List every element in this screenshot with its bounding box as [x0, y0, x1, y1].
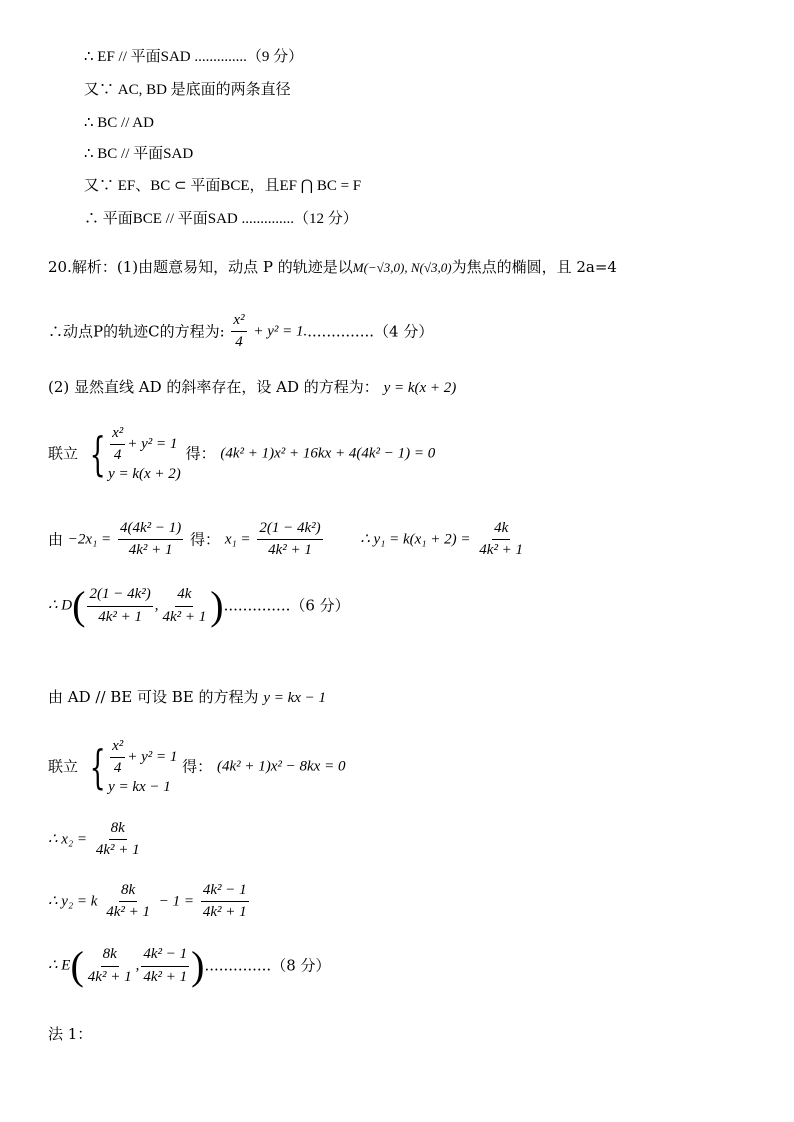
y2-line [48, 882, 251, 922]
x1b-frac-den: 4k² + 1 [268, 542, 312, 559]
ellipse-eq-prefix: ∴动点P的轨迹C的方程为: [48, 322, 225, 341]
be-line [48, 690, 326, 706]
system-2-label: 联立 [48, 757, 79, 776]
x1-lhs: −2x₁ = [67, 531, 112, 548]
method-1-label: 法 1： [48, 1025, 93, 1043]
system-2-row-2: y = kx − 1 [108, 778, 171, 795]
x1-de: 得： [190, 530, 221, 549]
point-e-num-1: 8k [101, 946, 119, 966]
left-paren-icon: ( [70, 943, 84, 988]
left-paren-icon: ( [72, 583, 86, 628]
y2r-frac-num: 4k² − 1 [201, 882, 249, 902]
x1b-frac [257, 520, 322, 560]
system-1-rows [108, 425, 181, 483]
proof-line-6: ∴ 平面BCE // 平面SAD ..............（12 分） [84, 211, 358, 227]
ellipse-equation [48, 312, 433, 352]
x2-frac-num: 8k [109, 820, 127, 840]
x1-frac-den: 4k² + 1 [128, 542, 173, 559]
part2-text: (2) 显然直线 AD 的斜率存在，设 AD 的方程为： [48, 378, 379, 396]
system-1-frac-den: 4 [113, 447, 122, 464]
system-1 [48, 425, 435, 483]
y2-lhs: ∴ y₂ = k [48, 893, 98, 910]
system-1-frac [110, 425, 125, 465]
ellipse-eq-rest: + y² = 1. [253, 323, 308, 340]
x2-line [48, 820, 144, 860]
proof-line-4: ∴ BC // 平面SAD [84, 146, 194, 162]
system-2-frac-num: x² [110, 738, 125, 758]
y2-mid: − 1 = [158, 893, 195, 910]
y2-frac-den: 4k² + 1 [106, 904, 151, 921]
point-d-den-1: 4k² + 1 [98, 608, 142, 625]
y2r-frac [201, 882, 249, 922]
system-2-brace-group [83, 738, 178, 796]
part2-line [48, 380, 456, 396]
y1-frac-den: 4k² + 1 [479, 542, 524, 559]
point-d-num-1: 2(1 − 4k²) [87, 586, 152, 606]
brace-icon: { [89, 427, 106, 482]
system-1-brace-group [83, 425, 181, 483]
system-1-label: 联立 [48, 444, 79, 463]
system-2-result: (4k² + 1)x² − 8kx = 0 [216, 758, 346, 775]
system-1-row-1 [108, 425, 181, 465]
q20-intro-text: 20.解析：(1)由题意易知，动点 P 的轨迹是以 [48, 258, 353, 276]
x2-frac-den: 4k² + 1 [95, 842, 140, 859]
system-2-rows [108, 738, 177, 796]
brace-icon: { [89, 740, 106, 795]
proof-line-2: 又∵ AC, BD 是底面的两条直径 [84, 82, 291, 98]
system-1-row-1-rest: + y² = 1 [127, 436, 178, 453]
point-e-frac-1 [86, 946, 134, 986]
q20-foci: M(−√3,0), N(√3,0) [352, 260, 452, 275]
q20-intro [48, 260, 617, 275]
x1-var: x₁ = [224, 531, 251, 548]
point-e-prefix: ∴ E [48, 957, 71, 974]
ellipse-frac-num: x² [231, 312, 246, 332]
system-2-de: 得： [182, 757, 213, 776]
y1-frac-num: 4k [492, 520, 510, 540]
proof-line-1: ∴ EF // 平面SAD ..............（9 分） [84, 49, 304, 65]
point-e-num-2: 4k² − 1 [141, 946, 189, 966]
proof-line-3: ∴ BC // AD [84, 115, 154, 131]
point-d-num-2: 4k [175, 586, 193, 606]
x1-y1-line [48, 520, 527, 560]
point-d-frac-2 [161, 586, 209, 626]
be-line-text: 由 AD // BE 可设 BE 的方程为 [48, 688, 259, 706]
x1-you: 由 [48, 530, 64, 549]
point-d-score: ..............（6 分） [223, 596, 350, 615]
point-e-score: ..............（8 分） [204, 956, 331, 975]
system-2-row-1-rest: + y² = 1 [127, 749, 178, 766]
point-e-den-2: 4k² + 1 [143, 968, 188, 985]
point-d-den-2: 4k² + 1 [162, 608, 207, 625]
x2-frac [94, 820, 142, 860]
y1-lhs: ∴ y₁ = k(x₁ + 2) = [360, 531, 471, 548]
system-2-frac [110, 738, 125, 778]
x1-frac-num: 4(4k² − 1) [118, 520, 183, 540]
point-e-den-1: 4k² + 1 [87, 968, 132, 985]
ellipse-eq-score: ..............（4 分） [307, 322, 434, 341]
system-1-de: 得： [185, 444, 216, 463]
y1-frac [477, 520, 525, 560]
point-e: ∴ E( $\frac{8k}{\text{4k² + 1}}$ , $\frac{\text{4k² − 1}}{\text{4k² + 1}}$ )..............（8 分） [48, 943, 331, 988]
system-1-result: (4k² + 1)x² + 16kx + 4(4k² − 1) = 0 [220, 445, 436, 462]
y2r-frac-den: 4k² + 1 [202, 904, 247, 921]
y2-frac-num: 8k [119, 882, 137, 902]
point-d-frac-1 [87, 586, 152, 626]
y2-frac [104, 882, 152, 922]
system-2-frac-den: 4 [113, 760, 122, 777]
x1-frac [118, 520, 183, 560]
be-line-eq: y = kx − 1 [263, 690, 327, 706]
x1b-frac-num: 2(1 − 4k²) [257, 520, 322, 540]
point-d: ∴ D( $\frac{\text{2(1 − 4k²)}}{\text{4k² + 1}}$ , $\frac{4k}{\text{4k² + 1}}$ )..............（6 分） [48, 583, 350, 628]
system-2 [48, 738, 345, 796]
system-1-frac-num: x² [110, 425, 125, 445]
x2-lhs: ∴ x₂ = [48, 831, 88, 848]
point-d-prefix: ∴ D [48, 597, 73, 614]
ellipse-frac-den: 4 [235, 334, 243, 351]
q20-intro-end: 为焦点的椭圆，且 2a=4 [451, 258, 617, 276]
right-paren-icon: ) [210, 583, 224, 628]
system-2-row-1 [108, 738, 177, 778]
proof-line-5: 又∵ EF、BC ⊂ 平面BCE，且EF ⋂ BC = F [84, 178, 362, 194]
right-paren-icon: ) [191, 943, 205, 988]
part2-eq: y = k(x + 2) [383, 380, 457, 396]
system-1-row-2: y = k(x + 2) [108, 465, 181, 482]
point-e-frac-2 [141, 946, 189, 986]
ellipse-frac [231, 312, 246, 352]
